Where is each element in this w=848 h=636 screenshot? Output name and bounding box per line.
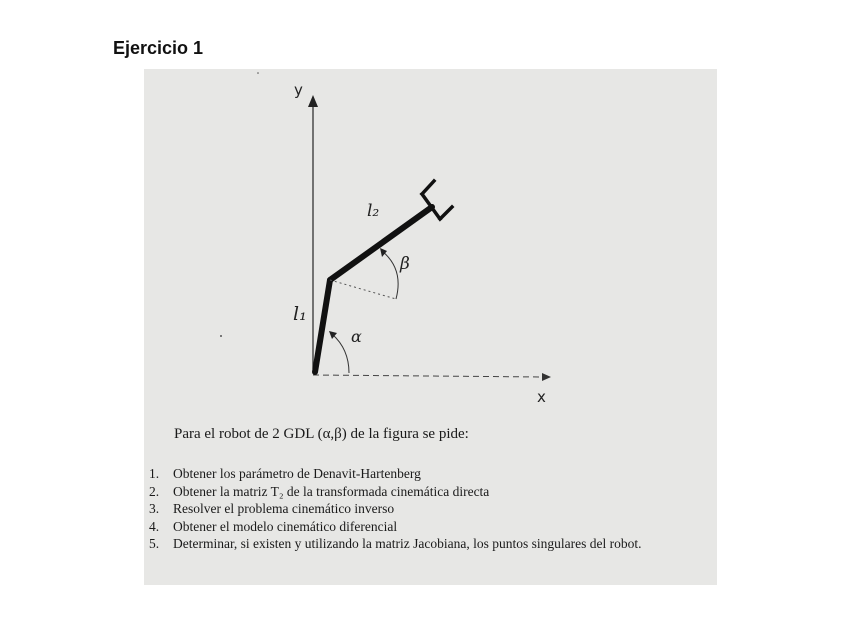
problem-intro: Para el robot de 2 GDL (α,β) de la figura se pide:	[174, 426, 469, 442]
link-2-label: l₂	[367, 201, 380, 221]
beta-arrow-icon	[380, 248, 387, 257]
robot-diagram	[144, 69, 717, 409]
task-number: 3.	[149, 501, 160, 516]
beta-arc	[382, 251, 398, 299]
angle-beta-label: β	[400, 254, 410, 274]
task-text: Determinar, si existen y utilizando la matriz Jacobiana, los puntos singulares del robot.	[173, 536, 642, 551]
link-2	[330, 207, 432, 280]
task-list	[149, 465, 641, 553]
scanned-exercise	[144, 69, 717, 585]
x-axis-label: x	[537, 388, 546, 406]
task-number: 4.	[149, 518, 160, 534]
page-title: Ejercicio 1	[113, 38, 204, 58]
task-item	[149, 483, 641, 501]
task-item	[149, 465, 641, 483]
y-axis-label: y	[294, 81, 303, 99]
link-1	[315, 280, 330, 372]
y-axis-arrow-icon	[308, 95, 318, 107]
angle-alpha-label: α	[351, 327, 362, 346]
task-text: Resolver el problema cinemático inverso	[173, 501, 395, 516]
scan-speck	[220, 335, 222, 337]
alpha-arc	[332, 334, 349, 373]
scan-speck	[257, 72, 259, 74]
task-item	[149, 535, 641, 553]
task-number: 2.	[149, 483, 160, 499]
task-number: 5.	[149, 536, 160, 551]
x-axis-line	[313, 375, 544, 377]
task-text: Obtener los parámetro de Denavit-Hartenberg	[173, 466, 421, 481]
beta-reference-line	[330, 280, 396, 299]
x-axis-arrow-icon	[542, 373, 551, 381]
task-number: 1.	[149, 466, 160, 481]
task-item	[149, 500, 641, 518]
link-1-label: l₁	[293, 303, 307, 325]
task-item	[149, 518, 641, 536]
task-text: Obtener la matriz T₂ de la transformada cinemática directa	[173, 483, 490, 499]
task-text: Obtener el modelo cinemático diferencial	[173, 518, 398, 534]
